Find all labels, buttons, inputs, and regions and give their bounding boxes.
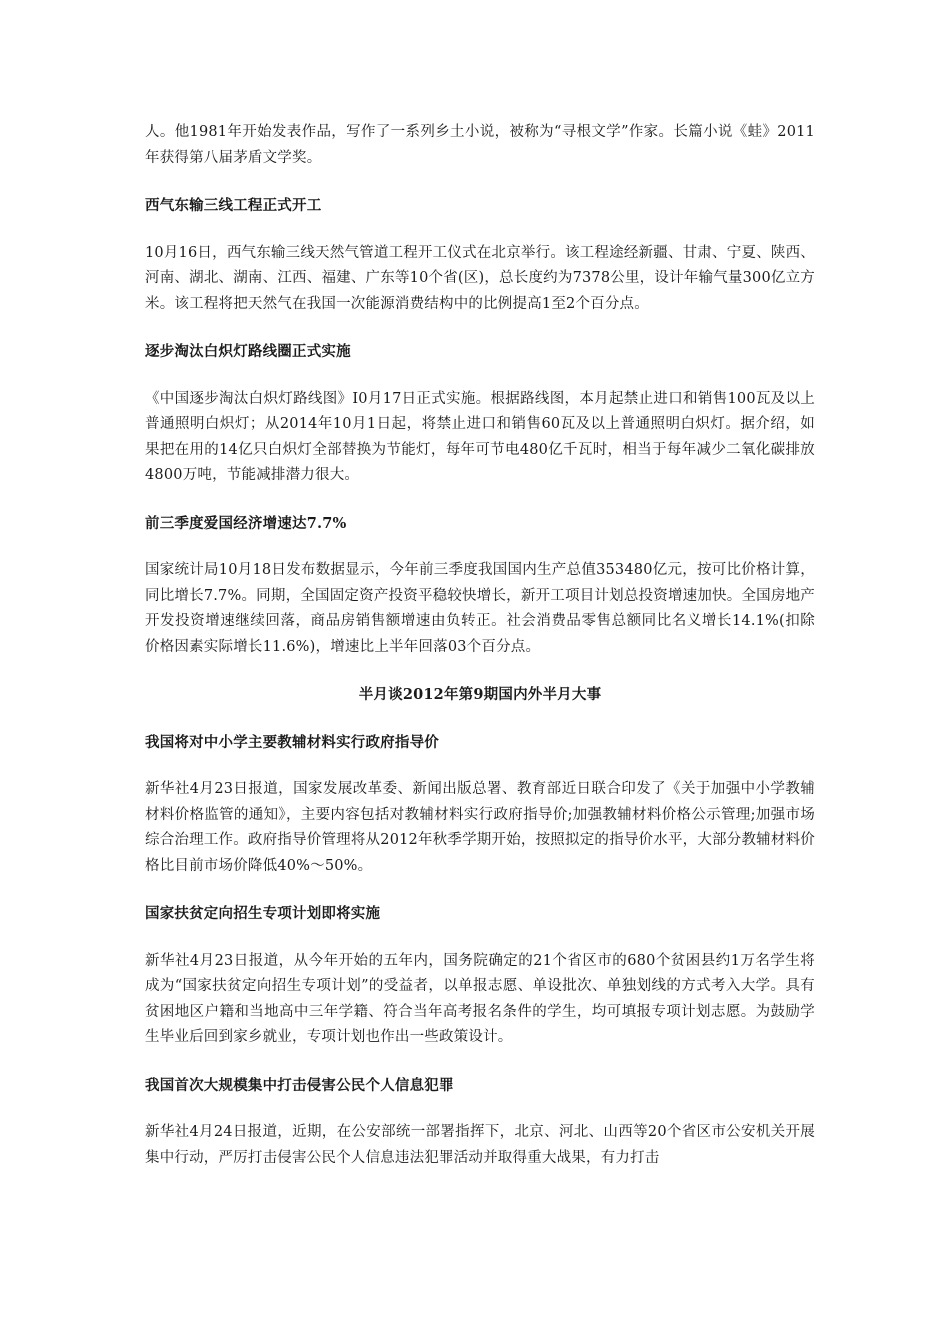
section-heading: 国家扶贫定向招生专项计划即将实施 [145, 905, 381, 922]
issue-title: 半月谈2012年第9期国内外半月大事 [358, 686, 602, 703]
body-paragraph: 新华社4月23日报道，国家发展改革委、新闻出版总署、教育部近日联合印发了《关于加强中小学教辅材料价格监管的通知》，主要内容包括对教辅材料实行政府指导价;加强教辅材料价格公示管理;加强市场综合治理工作。政府指导价管理将从2012年秋季学期开始，按照拟定的指导价水平，大部分教辅材料价格比目前市场价降低40%～50%。 [145, 781, 815, 874]
body-paragraph: 人。他1981年开始发表作品，写作了一系列乡土小说，被称为“寻根文学”作家。长篇小说《蛙》2011年获得第八届茅盾文学奖。 [145, 124, 815, 166]
section-heading: 我国首次大规模集中打击侵害公民个人信息犯罪 [145, 1076, 454, 1094]
document-page [145, 120, 815, 1193]
body-paragraph: 新华社4月24日报道，近期，在公安部统一部署指挥下，北京、河北、山西等20个省区市公安机关开展集中行动，严厉打击侵害公民个人信息违法犯罪活动并取得重大战果，有力打击 [145, 1124, 815, 1166]
section-heading: 逐步淘汰白炽灯路线圈正式实施 [145, 343, 351, 360]
body-paragraph: 10月16日，西气东输三线天然气管道工程开工仪式在北京举行。该工程途经新疆、甘肃、宁夏、陕西、河南、湖北、湖南、江西、福建、广东等10个省(区)，总长度约为7378公里，设计年输气量300亿立方米。该工程将把天然气在我国一次能源消费结构中的比例提高1至2个百分点。 [145, 244, 815, 312]
section-heading: 西气东输三线工程正式开工 [145, 197, 322, 214]
body-paragraph: 新华社4月23日报道，从今年开始的五年内，国务院确定的21个省区市的680个贫困县约1万名学生将成为“国家扶贫定向招生专项计划”的受益者，以单报志愿、单设批次、单独划线的方式考入大学。具有贫困地区户籍和当地高中三年学籍、符合当年高考报名条件的学生，均可填报专项计划志愿。为鼓励学生毕业后回到家乡就业，专项计划也作出一些政策设计。 [145, 952, 815, 1045]
body-paragraph: 《中国逐步淘汰白炽灯路线图》I0月17日正式实施。根据路线图，本月起禁止进口和销售100瓦及以上普通照明白炽灯；从2014年10月1日起，将禁止进口和销售60瓦及以上普通照明白炽灯。据介绍，如果把在用的14亿只白炽灯全部替换为节能灯，每年可节电480亿千瓦时，相当于每年减少二氧化碳排放4800万吨，节能减排潜力很大。 [145, 390, 815, 483]
section-heading: 前三季度爱国经济增速达7.7% [145, 514, 347, 532]
body-paragraph: 国家统计局10月18日发布数据显示，今年前三季度我国国内生产总值353480亿元，按可比价格计算，同比增长7.7%。同期，全国固定资产投资平稳较快增长，新开工项目计划总投资增速加快。全国房地产开发投资增速继续回落，商品房销售额增速由负转正。社会消费品零售总额同比名义增长14.1%(扣除价格因素实际增长11.6%)，增速比上半年回落03个百分点。 [145, 562, 815, 655]
section-heading: 我国将对中小学主要教辅材料实行政府指导价 [145, 733, 439, 751]
